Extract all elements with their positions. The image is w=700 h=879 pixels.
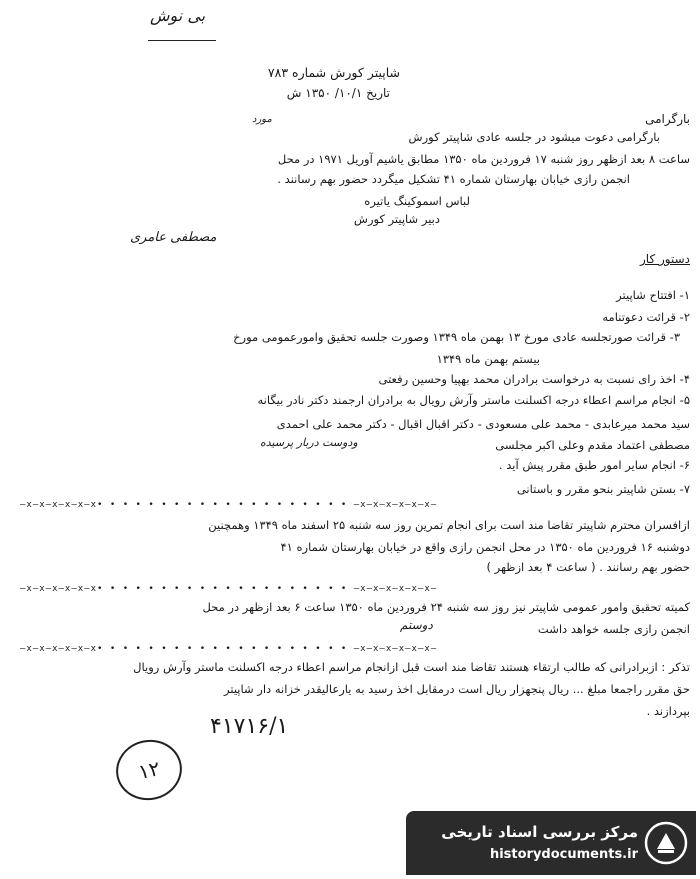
- body-line-4: لباس اسموکینگ یاتیره: [364, 194, 470, 208]
- document-date: تاریخ ۱۰/۱/ ۱۳۵۰ ش: [286, 86, 390, 100]
- agenda-item-5: ۵- انجام مراسم اعطاء درجه اکسلنت ماستر وآرش رویال به برادران ارجمند دکتر نادر بیگانه: [257, 393, 690, 407]
- handwritten-notice-note: دوستم: [400, 618, 433, 632]
- agenda-item-2: ۲- قرائت دعوتنامه: [602, 310, 690, 324]
- notice-1-line-3: حضور بهم رسانند . ( ساعت ۴ بعد ازظهر ): [486, 560, 690, 574]
- agenda-item-4: ۴- اخذ رای نسبت به درخواست برادران محمد بهپیا وحسین رفعتی: [378, 372, 690, 386]
- agenda-item-3: ۳- قرائت صورتجلسه عادی مورخ ۱۳ بهمن ماه ۱۳۴۹ وصورت جلسه تحقیق وامورعمومی مورخ: [233, 330, 680, 344]
- body-line-1: بارگرامی دعوت میشود در جلسه عادی شاپیتر کورش: [408, 130, 660, 144]
- footnote-line-2: حق مقرر راجمعا مبلغ ... ریال پنجهزار ریال است درمقابل اخذ رسید به یارعالیقدر خزانه دار شاپیتر: [224, 682, 690, 696]
- body-line-3: انجمن رازی خیابان بهارستان شماره ۴۱ تشکیل میگردد حضور بهم رسانند .: [277, 172, 630, 186]
- notice-2-line-1: کمیته تحقیق وامور عمومی شاپیتر نیز روز سه شنبه ۲۴ فروردین ماه ۱۳۵۰ ساعت ۶ بعد ازظهر در محل: [202, 600, 690, 614]
- circled-number-text: ۱۲: [135, 756, 162, 784]
- footnote-line-3: بپردازند .: [646, 704, 690, 718]
- handwritten-agenda-note: ودوست دربار پرسیده: [260, 436, 358, 449]
- separator-line: —x—x—x—x—x—x• • • • • • • • • • • • • • • • • • • • —x—x—x—x—x—x—: [20, 500, 438, 510]
- agenda-item-3-cont: بیستم بهمن ماه ۱۳۴۹: [436, 352, 540, 366]
- notice-1-line-1: ازافسران محترم شاپیتر تقاضا مند است برای انجام تمرین روز سه شنبه ۲۵ اسفند ماه ۱۳۴۹ وهمچنین: [208, 518, 690, 532]
- document-title: شاپیتر کورش شماره ۷۸۳: [267, 65, 400, 80]
- agenda-item-5-cont-2: مصطفی اعتماد مقدم وعلی اکبر مجلسی: [495, 438, 690, 452]
- watermark-title: مرکز بررسی اسناد تاریخی: [441, 823, 638, 841]
- body-line-2: ساعت ۸ بعد ازظهر روز شنبه ۱۷ فروردین ماه ۱۳۵۰ مطابق یاشیم آوریل ۱۹۷۱ در محل: [277, 152, 690, 166]
- handwritten-annotation-above: مورد: [252, 114, 272, 125]
- top-handwritten-note: بی نوش: [150, 6, 206, 25]
- signature-label: دبیر شاپیتر کورش: [353, 212, 440, 226]
- notice-2-line-2: انجمن رازی جلسه خواهد داشت: [537, 622, 690, 636]
- watermark-banner: [406, 811, 696, 875]
- signature-name: مصطفی عامری: [130, 230, 217, 245]
- agenda-item-7: ۷- بستن شاپیتر بنحو مقرر و باستانی: [516, 482, 690, 496]
- watermark-url: historydocuments.ir: [489, 847, 638, 862]
- archive-logo-icon: [644, 821, 688, 865]
- separator-line: —x—x—x—x—x—x• • • • • • • • • • • • • • • • • • • • —x—x—x—x—x—x—: [20, 644, 438, 654]
- salutation: بارگرامی: [645, 112, 690, 126]
- agenda-title: دستور کار: [640, 252, 690, 266]
- agenda-item-5-cont-1: سید محمد میرعابدی - محمد علی مسعودی - دکتر اقبال اقبال - دکتر محمد علی احمدی: [276, 417, 690, 431]
- circled-page-number: [110, 734, 187, 806]
- handwritten-archive-number: ۴۱۷۱۶/۱: [210, 714, 289, 739]
- separator-line: —x—x—x—x—x—x• • • • • • • • • • • • • • • • • • • • —x—x—x—x—x—x—: [20, 584, 438, 594]
- agenda-item-6: ۶- انجام سایر امور طبق مقرر پیش آید .: [498, 458, 690, 472]
- footnote-line-1: تذکر : ازبرادرانی که طالب ارتقاء هستند تقاضا مند است قبل ازانجام مراسم اعطاء درجه اکسلنت ماستر وآرش رویال: [133, 660, 690, 674]
- notice-1-line-2: دوشنبه ۱۶ فروردین ماه ۱۳۵۰ در محل انجمن رازی واقع در خیابان بهارستان شماره ۴۱: [280, 540, 690, 554]
- agenda-item-1: ۱- افتتاح شاپیتر: [616, 288, 690, 302]
- top-note-underline: [148, 40, 216, 41]
